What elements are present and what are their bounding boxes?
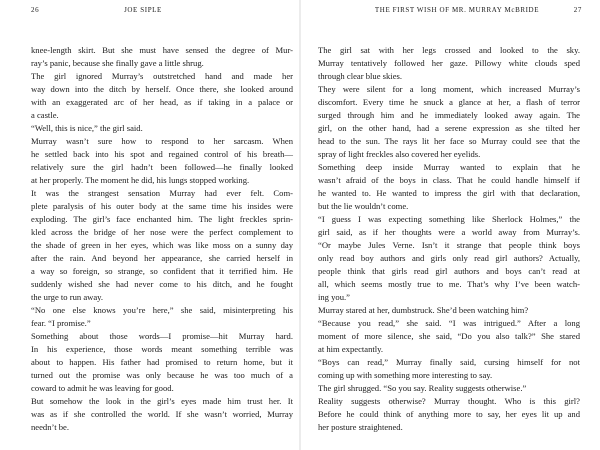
text-line: moment of more silence, she said, “Do you also talk?” She stared <box>318 331 580 341</box>
text-line: turned out the promise was only because he was too much of a <box>31 370 293 380</box>
text-line: wasn’t afraid of the boys in class. That he could handle himself if <box>318 175 580 185</box>
text-line: but the lie wouldn’t come. <box>318 201 409 211</box>
text-line: “Well, this is nice,” the girl said. <box>31 123 143 133</box>
text-line: Something about those words—I promise—hit Murray hard. <box>31 331 293 341</box>
text-line: needn’t be. <box>31 422 70 432</box>
text-line: the urge to run away. <box>31 292 104 302</box>
text-line: Murray stared at her, dumbstruck. She’d been watching him? <box>318 305 529 315</box>
text-line: “Or maybe Jules Verne. Isn’t it strange that people think boys <box>318 240 580 250</box>
left-folio: 26 <box>31 6 40 14</box>
text-line: coward to admit he was leaving for good. <box>31 383 174 393</box>
text-line: fear. “I promise.” <box>31 318 91 328</box>
text-line: relatively sure the girl hadn’t been followed—he finally looked <box>31 162 293 172</box>
right-page <box>314 0 600 450</box>
text-line: ing you.” <box>318 292 350 302</box>
right-folio: 27 <box>573 6 582 14</box>
text-line: spray of light freckles also covered her eyelids. <box>318 149 481 159</box>
text-line: head to the sun. The rays lit her face so Murray could see that the <box>318 136 580 146</box>
text-line: coming up with something more interesting to say. <box>318 370 493 380</box>
text-line: They were silent for a long moment, which increased Murray’s <box>318 84 580 94</box>
text-line: It was the strangest sensation Murray had ever felt. Com- <box>31 188 293 198</box>
text-line: was as if she controlled the world. If she wasn’t worried, Murray <box>31 409 293 419</box>
text-line: The girl ignored Murray’s outstretched hand and made her <box>31 71 293 81</box>
text-line: girl, on the other hand, had a serene expression as she tilted her <box>318 123 580 133</box>
text-line: a way so foreign, so strange, so confident that it terrified him. He <box>31 266 293 276</box>
text-line: way down into the ditch by herself. Once there, she looked around <box>31 84 293 94</box>
text-line: “I guess I was expecting something like Sherlock Holmes,” the <box>318 214 580 224</box>
text-line: through clear blue skies. <box>318 71 403 81</box>
text-line: about to happen. His father had promised to return home, but it <box>31 357 293 367</box>
text-line: discomfort. Every time he snuck a glance at her, a flash of terror <box>318 97 580 107</box>
text-line: after the rain. And beyond her appearance, she carried herself in <box>31 253 293 263</box>
text-line: with an exaggerated arc of her head, as if taking in a palace or <box>31 97 293 107</box>
text-line: Reality suggests otherwise? Murray thought. Who is this girl? <box>318 396 580 406</box>
text-line: plete paralysis of his outer body at the same time his insides were <box>31 201 293 211</box>
text-line: “Boys can read,” Murray finally said, cursing himself for not <box>318 357 580 367</box>
left-page <box>0 0 293 450</box>
text-line: But somehow the look in the girl’s eyes made him trust her. It <box>31 396 293 406</box>
text-line: ray’s panic, because she finally gave a little shrug. <box>31 58 204 68</box>
left-running-head: JOE SIPLE <box>124 6 162 14</box>
text-line: knee-length skirt. But she must have sensed the degree of Mur- <box>31 45 293 55</box>
text-line: surged through him and he immediately looked away again. The <box>318 110 580 120</box>
text-line: her posture straightened. <box>318 422 403 432</box>
right-running-head: THE FIRST WISH OF MR. MURRAY McBRIDE <box>374 6 540 14</box>
book-gutter <box>299 0 301 450</box>
text-line: “No one else knows you’re here,” she said, misinterpreting his <box>31 305 293 315</box>
text-line: he wanted to. He wanted to impress the girl with that declaration, <box>318 188 580 198</box>
text-line: girl said, as if her thoughts were a world away from Murray’s. <box>318 227 580 237</box>
text-line: The girl sat with her legs crossed and looked to the sky. <box>318 45 580 55</box>
text-line: The girl shrugged. “So you say. Reality suggests otherwise.” <box>318 383 527 393</box>
text-line: Murray wasn’t sure how to respond to her sarcasm. When <box>31 136 293 146</box>
text-line: at her properly. The moment he did, his lungs stopped working. <box>31 175 250 185</box>
text-line: In his experience, those words meant something terrible was <box>31 344 293 354</box>
text-line: all, which seems mostly true to me. That’s why I’ve been watch- <box>318 279 580 289</box>
text-line: a castle. <box>31 110 59 120</box>
text-line: people think that girls read girl authors and boys can’t read at <box>318 266 580 276</box>
text-line: Before he could think of anything more to say, her eyes lit up and <box>318 409 580 419</box>
text-line: “Because you read,” she said. “I was intrigued.” After a long <box>318 318 580 328</box>
text-line: kled across the bridge of her nose were the perfect complement to <box>31 227 293 237</box>
text-line: the shade of green in her eyes, which was like moss on a sunny day <box>31 240 293 250</box>
text-line: suddenly wished she had never come to his ditch, and he fought <box>31 279 293 289</box>
text-line: he settled back into his spot and regained control of his breath— <box>31 149 293 159</box>
text-line: Something deep inside Murray wanted to explain that he <box>318 162 580 172</box>
text-line: exploding. The girl’s face enchanted him. The light freckles sprin- <box>31 214 293 224</box>
text-line: only read boy authors and girls only read girl authors? Actually, <box>318 253 580 263</box>
text-line: Murray tentatively followed her gaze. Pillowy white clouds sped <box>318 58 580 68</box>
text-line: at him expectantly. <box>318 344 384 354</box>
